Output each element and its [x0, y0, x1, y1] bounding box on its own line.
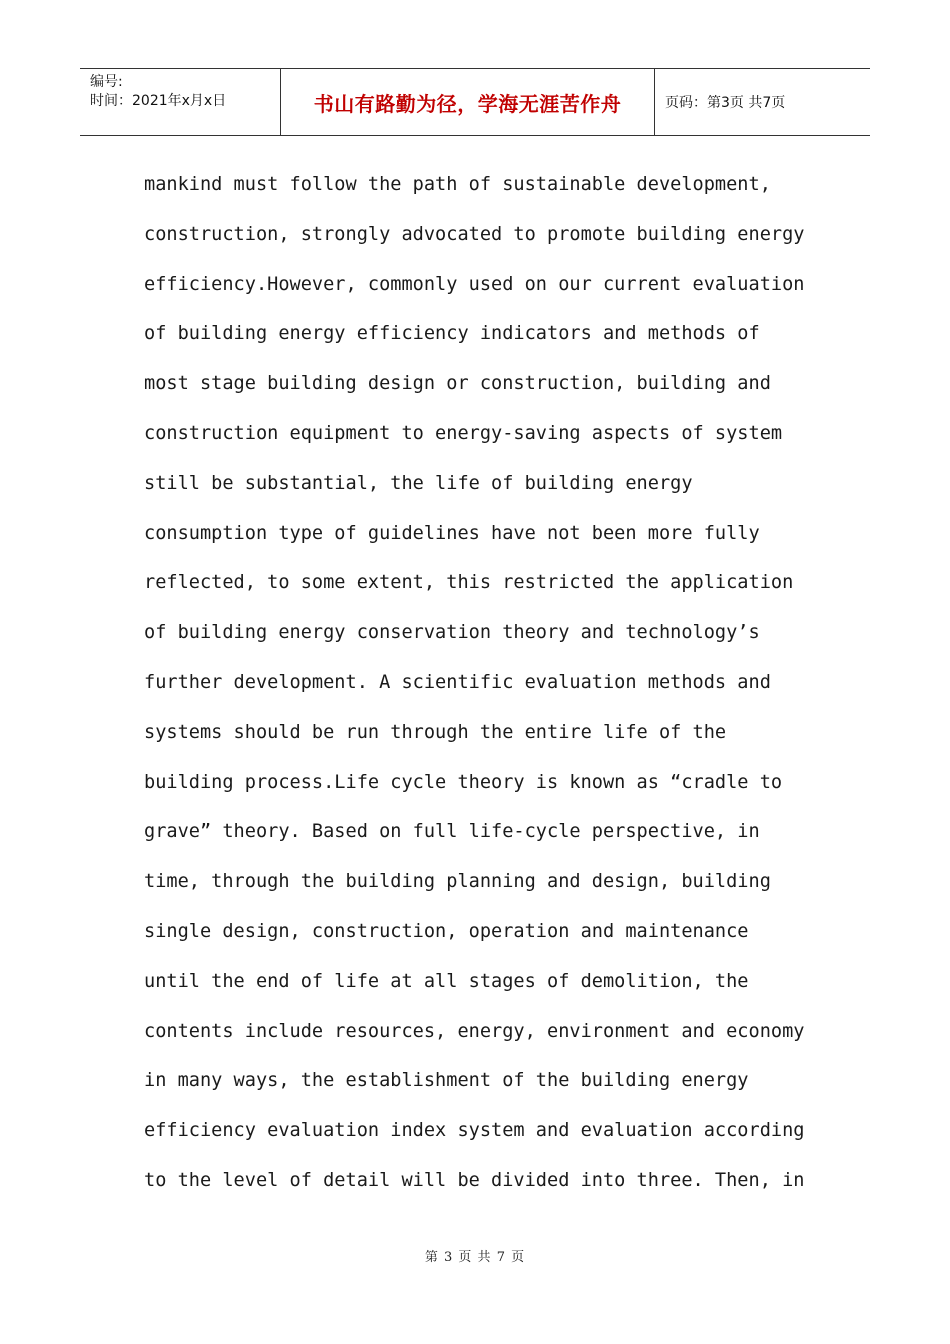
body-line: further development. A scientific evaluation methods and — [144, 671, 771, 693]
body-line: in many ways, the establishment of the building energy — [144, 1070, 749, 1092]
page-footer — [0, 1246, 950, 1265]
body-line: systems should be run through the entire life of the — [144, 721, 727, 743]
motto-text: 书山有路勤为径，学海无涯苦作舟 — [313, 91, 622, 116]
body-line: to the level of detail will be divided into three. Then, in — [144, 1169, 805, 1191]
body-line: still be substantial, the life of building energy — [144, 472, 693, 494]
header-page-info — [655, 69, 870, 135]
body-line: consumption type of guidelines have not been more fully — [144, 522, 760, 544]
body-line: construction, strongly advocated to promote building energy — [144, 223, 805, 245]
header-motto — [281, 69, 655, 135]
document-body — [144, 160, 824, 1206]
body-line: most stage building design or construction, building and — [144, 373, 771, 395]
body-line: construction equipment to energy-saving aspects of system — [144, 422, 783, 444]
date-line: 时间：2021年x月x日 — [90, 93, 227, 109]
body-line: efficiency evaluation index system and evaluation according — [144, 1120, 805, 1142]
body-line: efficiency.However, commonly used on our current evaluation — [144, 273, 805, 295]
body-line: of building energy efficiency indicators and methods of — [144, 323, 760, 345]
body-line: of building energy conservation theory and technology’s — [144, 622, 760, 644]
header-meta — [80, 69, 281, 135]
body-line: mankind must follow the path of sustainable development, — [144, 174, 771, 195]
body-line: single design, construction, operation and maintenance — [144, 920, 749, 942]
body-line: grave” theory. Based on full life-cycle perspective, in — [144, 821, 760, 843]
body-line: until the end of life at all stages of demolition, the — [144, 970, 749, 992]
footer-page-number: 第 3 页 共 7 页 — [424, 1250, 526, 1265]
page-info-text: 页码：第3页 共7页 — [665, 95, 786, 111]
body-line: time, through the building planning and design, building — [144, 871, 771, 893]
body-line: contents include resources, energy, environment and economy — [144, 1020, 805, 1042]
page-header — [80, 68, 870, 136]
body-line: reflected, to some extent, this restricted the application — [144, 572, 794, 594]
serial-number-label: 编号: — [90, 74, 123, 90]
body-line: building process.Life cycle theory is known as “cradle to — [144, 771, 783, 793]
